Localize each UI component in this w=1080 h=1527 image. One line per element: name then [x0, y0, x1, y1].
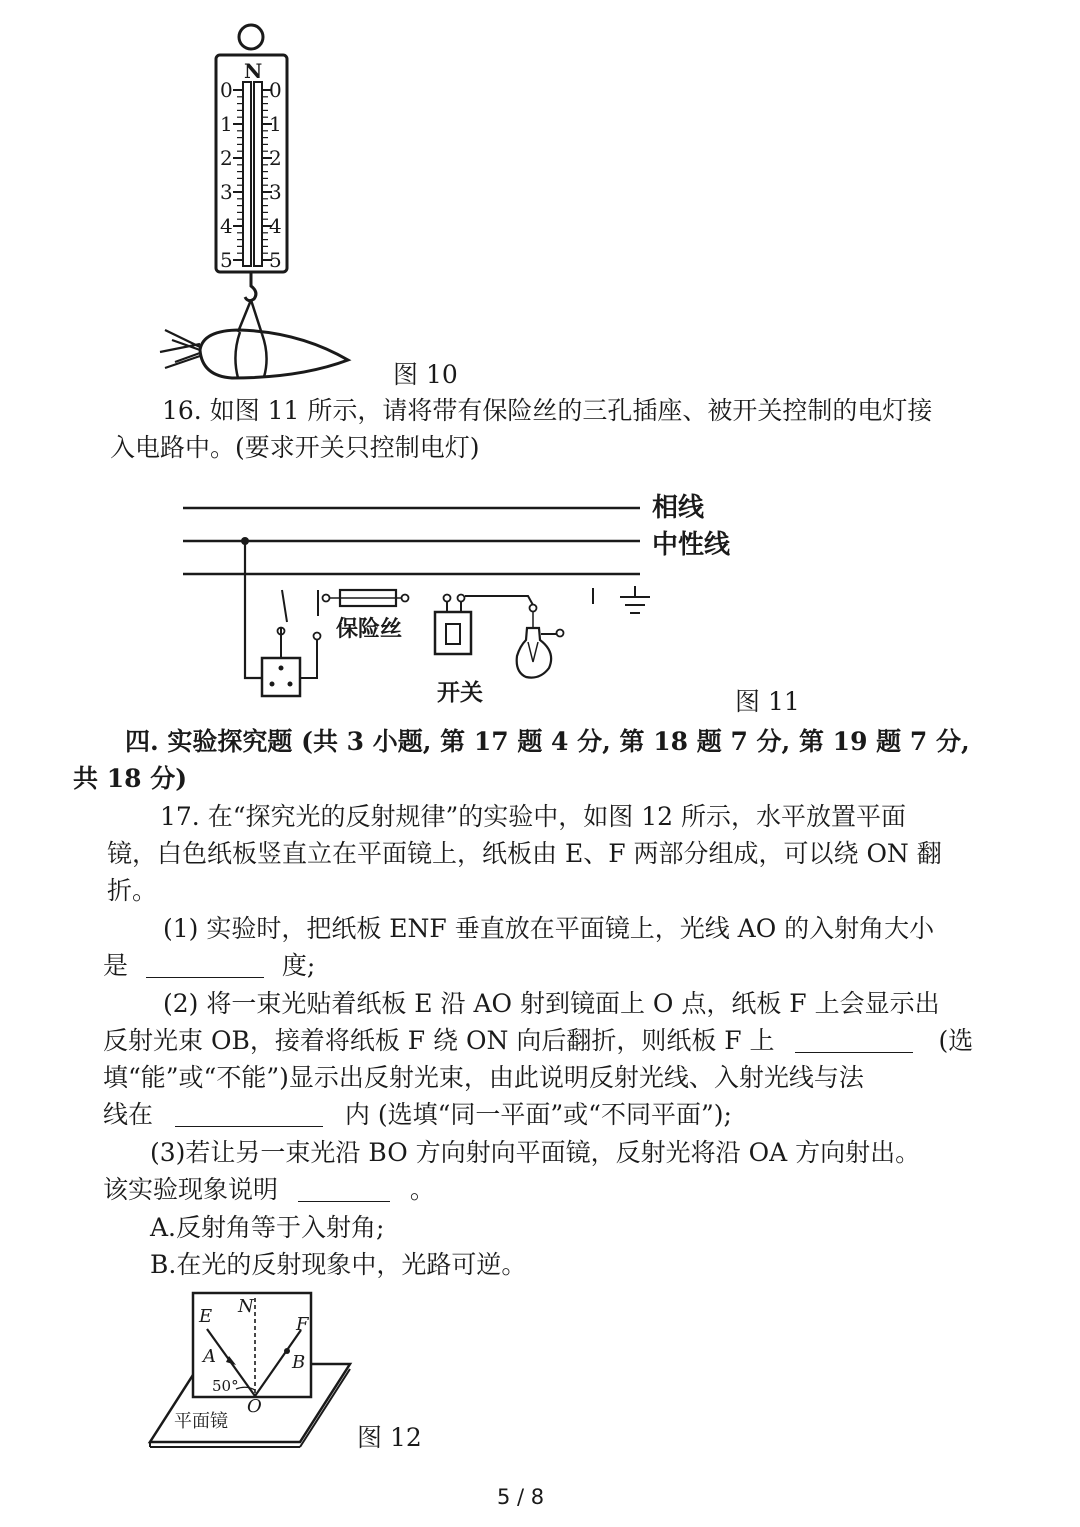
scale-label-right-0: 0 [269, 78, 282, 102]
scale-label-left-4: 4 [220, 214, 233, 238]
angle-label: 50° [212, 1377, 239, 1395]
scale-label-right-2: 2 [269, 146, 282, 170]
scale-label-left-5: 5 [220, 248, 233, 272]
q17-option-b: B.在光的反射现象中，光路可逆。 [150, 1250, 527, 1279]
figure-10-caption: 图 10 [393, 360, 458, 389]
q17-part-1-suffix: 度; [281, 951, 316, 980]
neutral-wire-label: 中性线 [652, 530, 731, 560]
q17-part-3-line-1: (3)若让另一束光沿 BO 方向射向平面镜，反射光将沿 OA 方向射出。 [150, 1138, 921, 1167]
q17-option-a: A.反射角等于入射角; [150, 1213, 385, 1242]
q17-part-2-suffix: (选 [938, 1026, 974, 1055]
scale-label-right-3: 3 [269, 180, 282, 204]
q17-part-1-prefix: 是 [103, 951, 129, 980]
q17-part-2-line-3: 填“能”或“不能”)显示出反射光束，由此说明反射光线、入射光线与法 [103, 1063, 864, 1092]
scale-label-right-5: 5 [269, 248, 282, 272]
section-4-heading-line-2: 共 18 分) [73, 764, 188, 793]
q17-intro-line-3: 折。 [107, 876, 158, 905]
fuse-label: 保险丝 [336, 616, 403, 642]
label-b: B [292, 1352, 306, 1373]
scale-label-left-1: 1 [220, 112, 233, 136]
scale-label-right-1: 1 [269, 112, 282, 136]
scale-unit: N [244, 59, 263, 83]
q16-line-1: 16. 如图 11 所示，请将带有保险丝的三孔插座、被开关控制的电灯接 [162, 396, 933, 425]
label-f: F [296, 1314, 309, 1335]
label-a: A [203, 1346, 216, 1367]
page-number: 5 / 8 [497, 1485, 545, 1509]
q17-part-3-prefix: 该实验现象说明 [103, 1175, 279, 1204]
q17-part-2-prefix: 反射光束 OB，接着将纸板 F 绕 ON 向后翻折，则纸板 F 上 [103, 1026, 775, 1055]
q17-intro-line-2: 镜，白色纸板竖直立在平面镜上，纸板由 E、F 两部分组成，可以绕 ON 翻 [107, 839, 942, 868]
q17-part-2-prefix-2: 线在 [103, 1100, 154, 1129]
label-e: E [199, 1306, 213, 1327]
q17-part-2-suffix-2: 内 (选填“同一平面”或“不同平面”); [344, 1100, 732, 1129]
label-o: O [247, 1396, 262, 1417]
point-b-dot [284, 1348, 290, 1354]
figure-12-caption: 图 12 [357, 1423, 422, 1452]
q17-part-1-line-1: (1) 实验时，把纸板 ENF 垂直放在平面镜上，光线 AO 的入射角大小 [163, 914, 935, 943]
q17-intro-line-1: 17. 在“探究光的反射规律”的实验中，如图 12 所示，水平放置平面 [160, 802, 906, 831]
scale-label-left-2: 2 [220, 146, 233, 170]
figure-11-caption: 图 11 [735, 687, 800, 716]
scale-label-left-3: 3 [220, 180, 233, 204]
section-4-heading-line-1: 四. 实验探究题 (共 3 小题, 第 17 题 4 分, 第 18 题 7 分, 第 19 题 7 分, [125, 727, 970, 756]
scale-label-right-4: 4 [269, 214, 282, 238]
q16-line-2: 入电路中。(要求开关只控制电灯) [110, 433, 480, 462]
live-wire-label: 相线 [652, 493, 705, 523]
switch-label: 开关 [437, 679, 483, 706]
q17-part-3-suffix: 。 [409, 1175, 435, 1204]
label-n: N [238, 1296, 254, 1317]
q17-part-2-line-1: (2) 将一束光贴着纸板 E 沿 AO 射到镜面上 O 点，纸板 F 上会显示出 [163, 989, 940, 1018]
scale-label-left-0: 0 [220, 78, 233, 102]
mirror-label: 平面镜 [174, 1411, 228, 1432]
